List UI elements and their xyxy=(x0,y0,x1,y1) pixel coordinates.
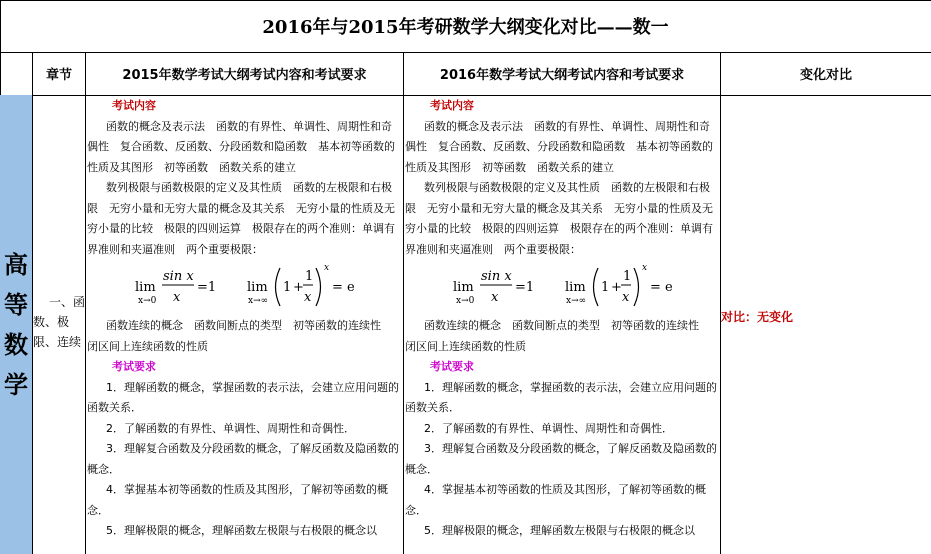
content-paragraph: 函数连续的概念 函数间断点的类型 初等函数的连续性 闭区间上连续函数的性质 xyxy=(405,319,710,353)
lim-label: lim xyxy=(565,280,586,295)
equals-one: =1 xyxy=(515,280,535,295)
requirement-item: 1．理解函数的概念，掌握函数的表示法，会建立应用问题的函数关系． xyxy=(87,380,399,414)
requirement-item: 4．掌握基本初等函数的性质及其图形，了解初等函数的概念． xyxy=(87,483,388,517)
numerator: 1 xyxy=(623,269,632,284)
exponent: x xyxy=(324,263,330,273)
section-char: 高 xyxy=(4,249,28,279)
content-paragraph: 函数连续的概念 函数间断点的类型 初等函数的连续性 闭区间上连续函数的性质 xyxy=(87,319,392,353)
content-2016 xyxy=(405,96,719,554)
equals-one: =1 xyxy=(197,280,217,295)
requirement-item: 4．掌握基本初等函数的性质及其图形，了解初等函数的概念． xyxy=(405,483,706,517)
lim-label: lim xyxy=(247,280,268,295)
requirement-item: 5．理解极限的概念，理解函数左极限与右极限的概念以 xyxy=(424,524,695,537)
chapter-line: 数、极 xyxy=(33,315,70,329)
content-paragraph: 函数的概念及表示法 函数的有界性、单调性、周期性和奇偶性 复合函数、反函数、分段函数和隐函数 基本初等函数的性质及其图形 初等函数 函数关系的建立 xyxy=(405,119,713,174)
lim-sub: x→∞ xyxy=(566,296,587,306)
numerator: sin x xyxy=(163,269,194,284)
col-line-2 xyxy=(85,52,86,554)
denominator: x xyxy=(173,290,181,305)
plus: + xyxy=(293,280,304,295)
exponent: x xyxy=(642,263,648,273)
requirement-item: 2．了解函数的有界性、单调性、周期性和奇偶性． xyxy=(424,421,673,435)
col-line-3 xyxy=(403,52,404,554)
lim-label: lim xyxy=(135,280,156,295)
denominator: x xyxy=(491,290,499,305)
lim-sub: x→∞ xyxy=(248,296,269,306)
requirement-item: 5．理解极限的概念，理解函数左极限与右极限的概念以 xyxy=(106,524,377,537)
formula-limits xyxy=(405,260,719,316)
lim-sub: x→0 xyxy=(456,296,475,306)
col-line-4 xyxy=(720,52,721,554)
chapter-cell xyxy=(33,292,85,352)
header-2015: 2015年数学考试大纲考试内容和考试要求 xyxy=(122,68,367,83)
heading-content: 考试内容 xyxy=(430,99,474,112)
section-char: 等 xyxy=(4,289,28,319)
section-cell xyxy=(0,95,32,554)
formula-limits xyxy=(87,260,401,316)
denominator: x xyxy=(304,290,312,305)
header-change: 变化对比 xyxy=(799,68,852,83)
lim-label: lim xyxy=(453,280,474,295)
heading-requirements: 考试要求 xyxy=(112,360,156,373)
numerator: 1 xyxy=(305,269,314,284)
section-char: 学 xyxy=(4,369,28,399)
change-result: 对比：无变化 xyxy=(721,310,794,324)
equals-e: = e xyxy=(650,280,673,295)
header-chapter: 章节 xyxy=(45,68,72,83)
numerator: sin x xyxy=(481,269,512,284)
content-paragraph: 数列极限与函数极限的定义及其性质 函数的左极限和右极限 无穷小量和无穷大量的概念及其关系 无穷小量的性质及无穷小量的比较 极限的四则运算 极限存在的两个准则：单调有界准则和夹逼准则 两个重要极限： xyxy=(405,181,713,256)
heading-content: 考试内容 xyxy=(112,99,156,112)
content-paragraph: 函数的概念及表示法 函数的有界性、单调性、周期性和奇偶性 复合函数、反函数、分段函数和隐函数 基本初等函数的性质及其图形 初等函数 函数关系的建立 xyxy=(87,119,395,174)
page-title: 2016年与2015年考研数学大纲变化对比——数一 xyxy=(262,17,669,38)
lim-sub: x→0 xyxy=(138,296,157,306)
header-2016: 2016年数学考试大纲考试内容和考试要求 xyxy=(439,68,685,83)
requirement-item: 3．理解复合函数及分段函数的概念，了解反函数及隐函数的概念． xyxy=(87,442,399,476)
chapter-line: 一、函 xyxy=(48,295,85,309)
content-paragraph: 数列极限与函数极限的定义及其性质 函数的左极限和右极限 无穷小量和无穷大量的概念及其关系 无穷小量的性质及无穷小量的比较 极限的四则运算 极限存在的两个准则：单调有界准则和夹逼准则 两个重要极限： xyxy=(87,181,395,256)
requirement-item: 3．理解复合函数及分段函数的概念，了解反函数及隐函数的概念． xyxy=(405,442,717,476)
requirement-item: 2．了解函数的有界性、单调性、周期性和奇偶性． xyxy=(106,421,355,435)
equals-e: = e xyxy=(332,280,355,295)
requirement-item: 1．理解函数的概念，掌握函数的表示法，会建立应用问题的函数关系． xyxy=(405,380,717,414)
content-2015 xyxy=(87,96,401,554)
one: 1 xyxy=(283,280,292,295)
heading-requirements: 考试要求 xyxy=(430,360,474,373)
plus: + xyxy=(611,280,622,295)
chapter-line: 限、连续 xyxy=(33,335,82,349)
denominator: x xyxy=(622,290,630,305)
one: 1 xyxy=(601,280,610,295)
section-char: 数 xyxy=(4,329,28,359)
